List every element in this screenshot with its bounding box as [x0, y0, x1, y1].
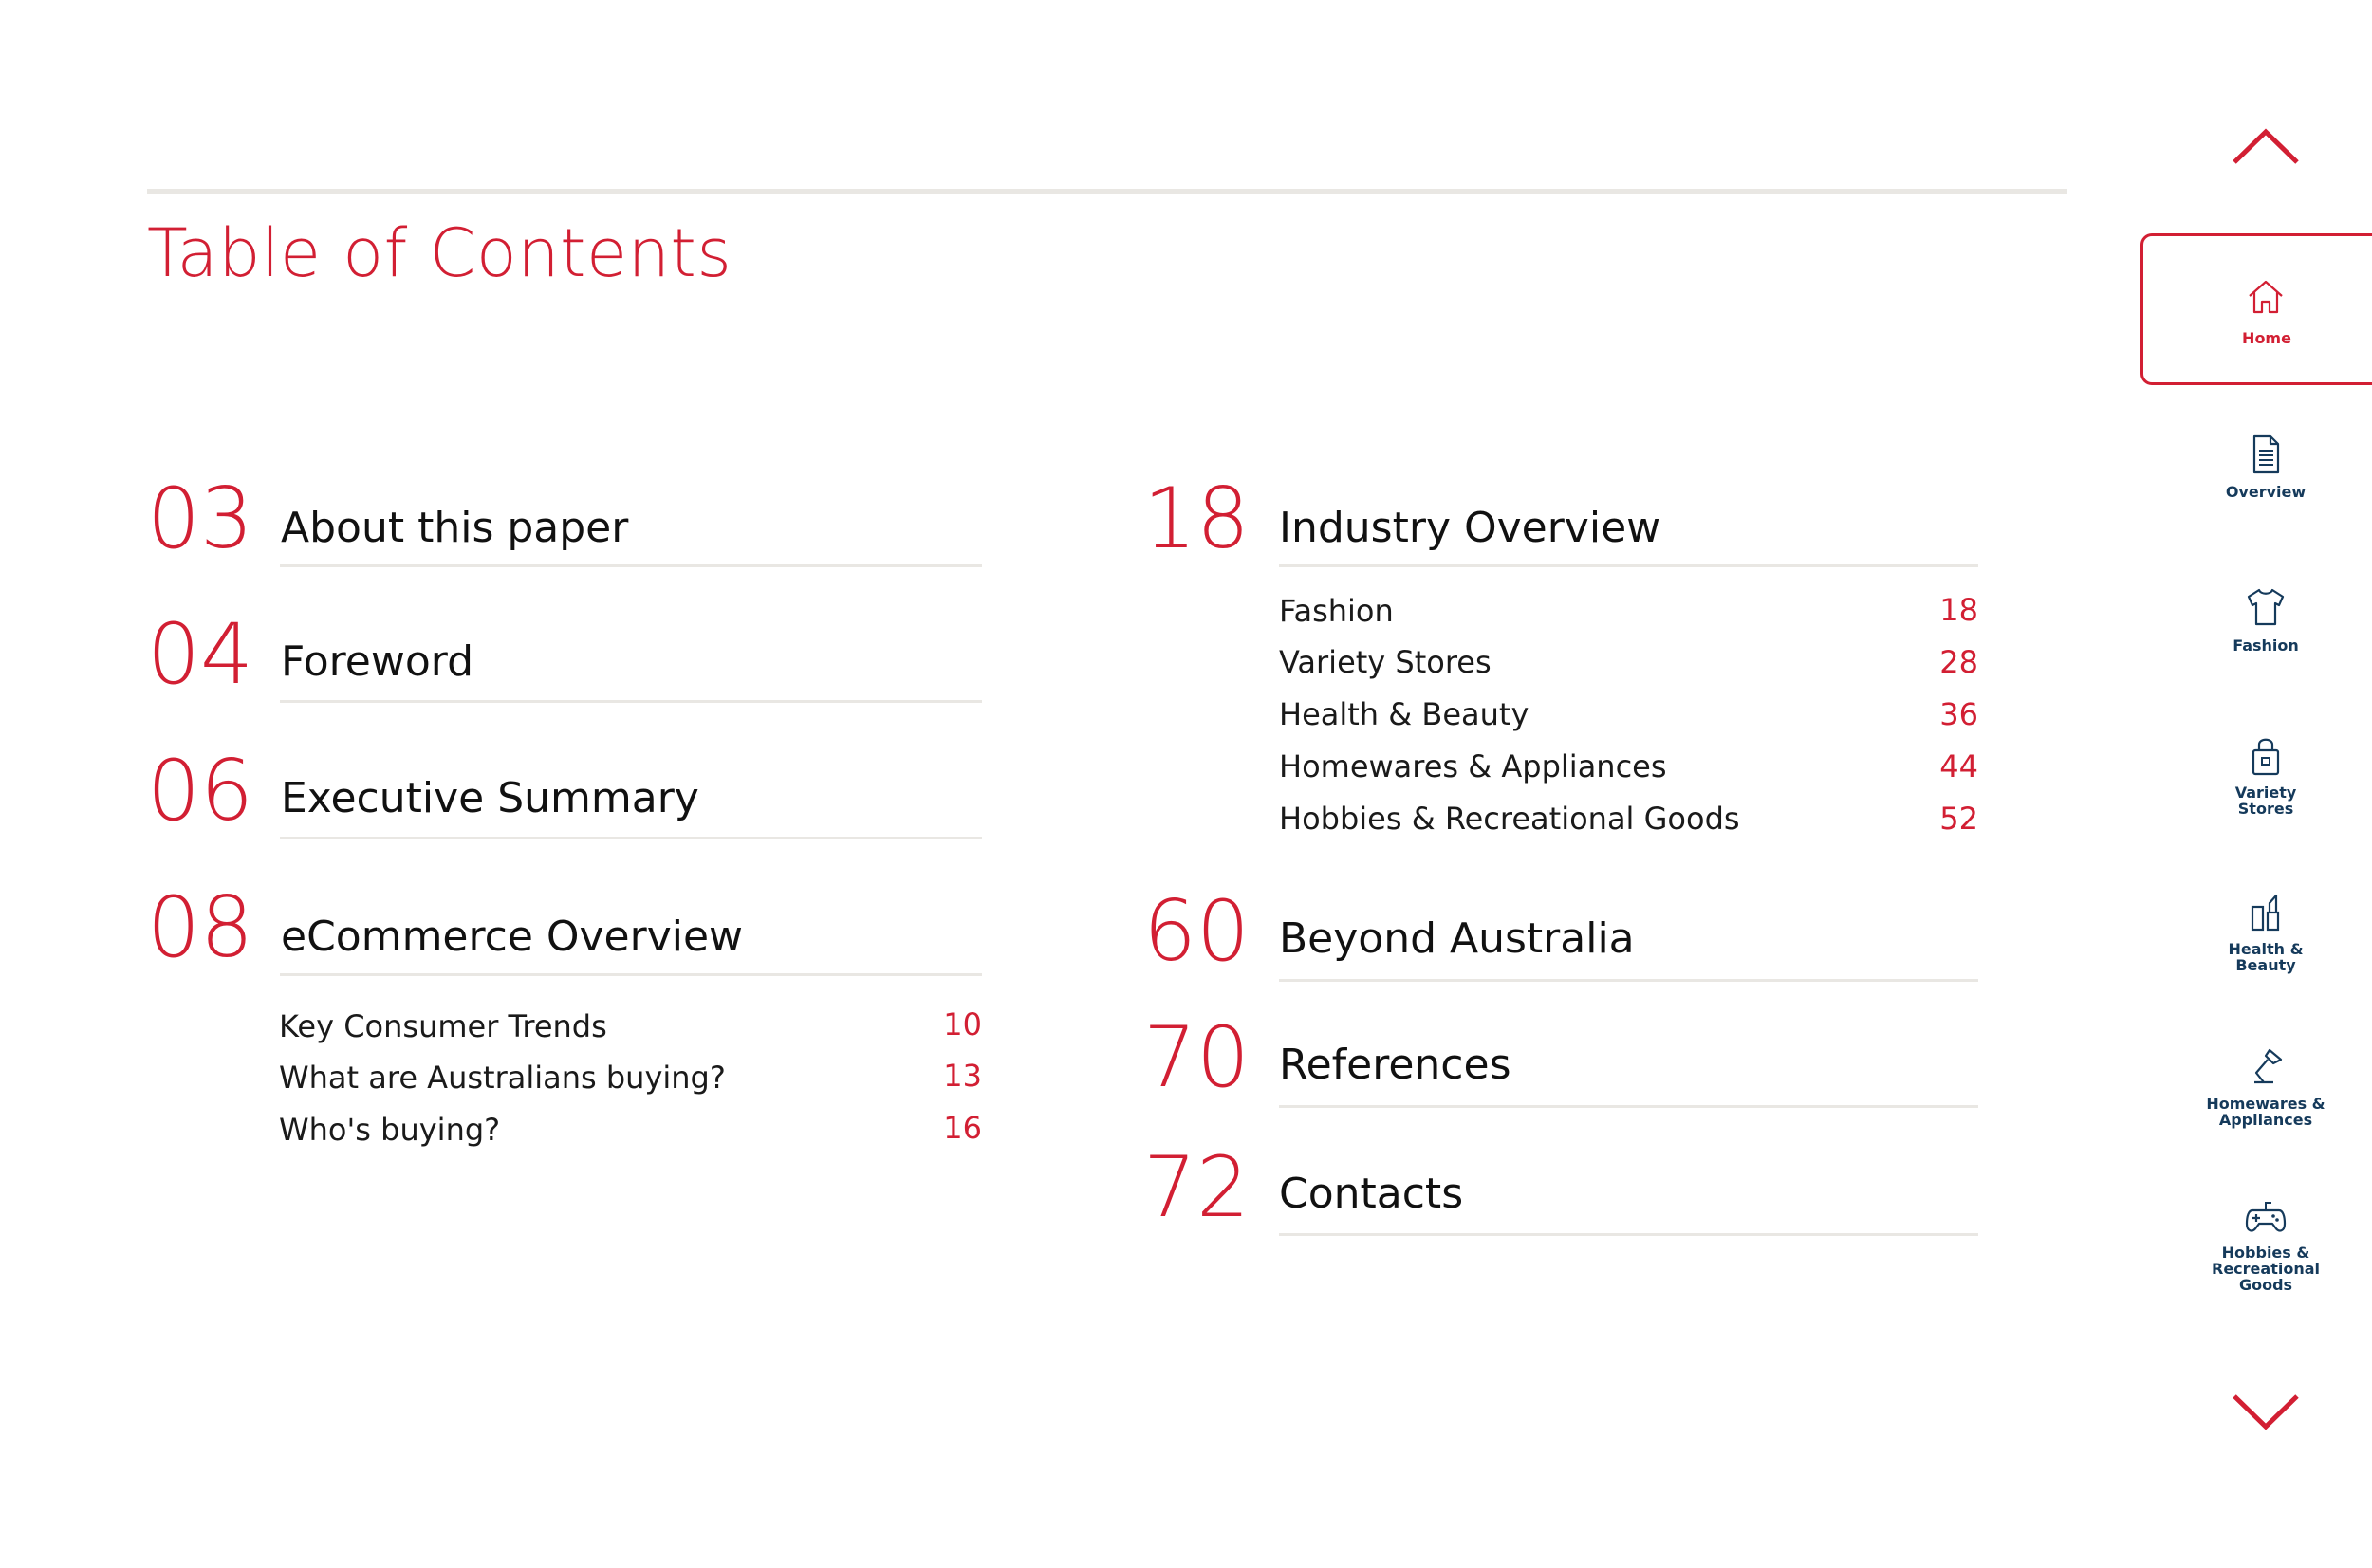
toc-entry-ecommerce-overview[interactable] [147, 878, 982, 983]
nav-item-variety-stores[interactable] [2142, 697, 2372, 849]
lamp-icon [2245, 1046, 2287, 1088]
toc-divider [1279, 1105, 1978, 1108]
toc-entry-executive-summary[interactable] [147, 742, 982, 846]
toc-subitem-label[interactable]: Who's buying? [279, 1112, 501, 1148]
toc-subitem-page[interactable]: 44 [1939, 748, 1978, 784]
toc-heading: Beyond Australia [1279, 914, 1635, 963]
toc-entry-foreword[interactable] [147, 605, 982, 710]
nav-label: Fashion [2233, 636, 2299, 655]
nav-item-health-beauty[interactable] [2142, 854, 2372, 1005]
nav-item-fashion[interactable] [2142, 543, 2372, 694]
shopping-bag-icon [2245, 735, 2287, 777]
toc-subitem-page[interactable]: 13 [943, 1058, 982, 1094]
toc-subitem-page[interactable]: 16 [943, 1110, 982, 1146]
toc-page-number: 60 [1143, 882, 1250, 980]
toc-entry-industry-overview[interactable] [1143, 470, 1978, 574]
toc-divider [280, 973, 982, 976]
toc-entry-beyond-australia[interactable] [1143, 882, 1978, 987]
toc-heading: Foreword [281, 637, 474, 686]
toc-divider [280, 564, 982, 567]
toc-divider [1279, 1233, 1978, 1236]
nav-label: Variety Stores [2234, 784, 2297, 818]
toc-entry-about[interactable] [147, 470, 982, 574]
cosmetics-icon [2245, 892, 2287, 933]
toc-subitem-page[interactable]: 52 [1939, 801, 1978, 837]
nav-label: Health & Beauty [2228, 940, 2304, 974]
document-icon [2245, 434, 2287, 475]
toc-subitem-label[interactable]: What are Australians buying? [279, 1060, 726, 1096]
toc-subitem-page[interactable]: 18 [1939, 592, 1978, 628]
nav-label: Home [2242, 329, 2291, 347]
toc-subitem-label[interactable]: Key Consumer Trends [279, 1008, 607, 1044]
toc-heading: About this paper [281, 504, 629, 552]
top-divider [147, 189, 2067, 194]
nav-label: Homewares & Appliances [2206, 1095, 2326, 1129]
toc-page-number: 72 [1143, 1138, 1250, 1236]
toc-divider [280, 837, 982, 839]
toc-subitem-page[interactable]: 10 [943, 1006, 982, 1042]
home-icon [2245, 276, 2287, 318]
gamepad-icon [2245, 1195, 2287, 1237]
nav-label: Overview [2225, 483, 2307, 501]
toc-heading: Contacts [1279, 1170, 1464, 1218]
toc-heading: References [1279, 1041, 1511, 1089]
toc-page-number: 08 [147, 878, 253, 976]
nav-item-overview[interactable] [2142, 389, 2372, 541]
toc-page-number: 18 [1143, 470, 1250, 567]
nav-item-hobbies-recreational[interactable] [2142, 1157, 2372, 1309]
toc-subitem-page[interactable]: 28 [1939, 644, 1978, 680]
toc-subitem-label[interactable]: Hobbies & Recreational Goods [1279, 801, 1740, 837]
toc-entry-contacts[interactable] [1143, 1138, 1978, 1243]
chevron-up-icon[interactable] [2233, 128, 2299, 166]
nav-item-homewares-appliances[interactable] [2142, 1008, 2372, 1160]
tshirt-icon [2245, 586, 2287, 628]
nav-label: Hobbies & Recreational Goods [2212, 1244, 2320, 1294]
page-title: Table of Contents [147, 214, 732, 292]
toc-heading: Executive Summary [281, 774, 699, 822]
toc-entry-references[interactable] [1143, 1008, 1978, 1113]
nav-item-home[interactable] [2140, 233, 2372, 385]
toc-heading: eCommerce Overview [281, 913, 744, 961]
toc-subitem-label[interactable]: Fashion [1279, 593, 1394, 629]
toc-heading: Industry Overview [1279, 504, 1661, 552]
toc-subitem-label[interactable]: Homewares & Appliances [1279, 748, 1667, 784]
toc-page-number: 04 [147, 605, 253, 703]
toc-page-number: 03 [147, 470, 253, 567]
toc-page-number: 06 [147, 742, 253, 839]
toc-divider [1279, 979, 1978, 982]
toc-subitem-label[interactable]: Variety Stores [1279, 644, 1492, 680]
toc-page-number: 70 [1143, 1008, 1250, 1106]
chevron-down-icon[interactable] [2233, 1393, 2299, 1430]
toc-divider [1279, 564, 1978, 567]
toc-subitem-label[interactable]: Health & Beauty [1279, 696, 1529, 732]
toc-divider [280, 700, 982, 703]
toc-subitem-page[interactable]: 36 [1939, 696, 1978, 732]
